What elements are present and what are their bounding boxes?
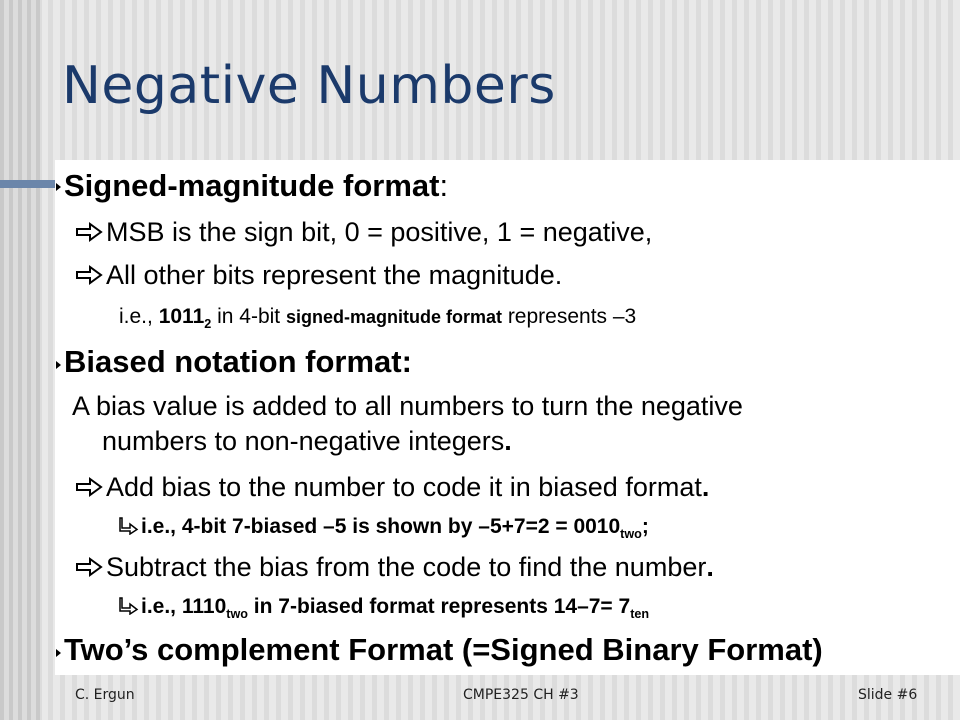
- biased-point-1: Add bias to the number to code it in biased format.: [75, 472, 709, 503]
- signed-magnitude-heading: Signed-magnitude format:: [64, 168, 449, 203]
- footer-slide-number: Slide #6: [858, 687, 918, 703]
- triangle-bullet-icon: [56, 649, 61, 657]
- hollow-arrow-icon: [75, 477, 103, 497]
- biased-heading: Biased notation format:: [64, 344, 412, 379]
- signed-magnitude-point-2: All other bits represent the magnitude.: [75, 260, 562, 291]
- biased-description-line-2: numbers to non-negative integers.: [102, 426, 512, 456]
- slide-content: [55, 160, 960, 675]
- slide-title: Negative Numbers: [62, 56, 556, 116]
- curved-arrow-icon: [119, 597, 139, 615]
- signed-magnitude-point-1: MSB is the sign bit, 0 = positive, 1 = negative,: [75, 217, 652, 248]
- hollow-arrow-icon: [75, 222, 103, 242]
- hollow-arrow-icon: [75, 557, 103, 577]
- footer-author: C. Ergun: [75, 687, 135, 703]
- triangle-bullet-icon: [56, 361, 61, 369]
- footer-course: CMPE325 CH #3: [463, 687, 579, 703]
- background-stripe: [0, 0, 42, 720]
- biased-point-2: Subtract the bias from the code to find the number.: [75, 552, 714, 583]
- biased-example-2: i.e., $1110_{two}$ in 7-biased format represents $14-7= 7_{ten}$: [119, 595, 649, 621]
- twos-complement-heading: Two’s complement Format (=Signed Binary Format): [64, 632, 823, 667]
- hollow-arrow-icon: [75, 265, 103, 285]
- biased-description-line-1: A bias value is added to all numbers to turn the negative: [72, 391, 743, 421]
- triangle-bullet-icon: [56, 183, 61, 191]
- accent-line: [0, 180, 62, 188]
- signed-magnitude-example: i.e., $1011_2$ in 4-bit signed-magnitude format represents –3: [119, 305, 637, 332]
- biased-example-1: i.e., 4-bit 7-biased –5 is shown by $-5+7=2 = 0010_{two}$;: [119, 515, 649, 541]
- curved-arrow-icon: [119, 517, 139, 535]
